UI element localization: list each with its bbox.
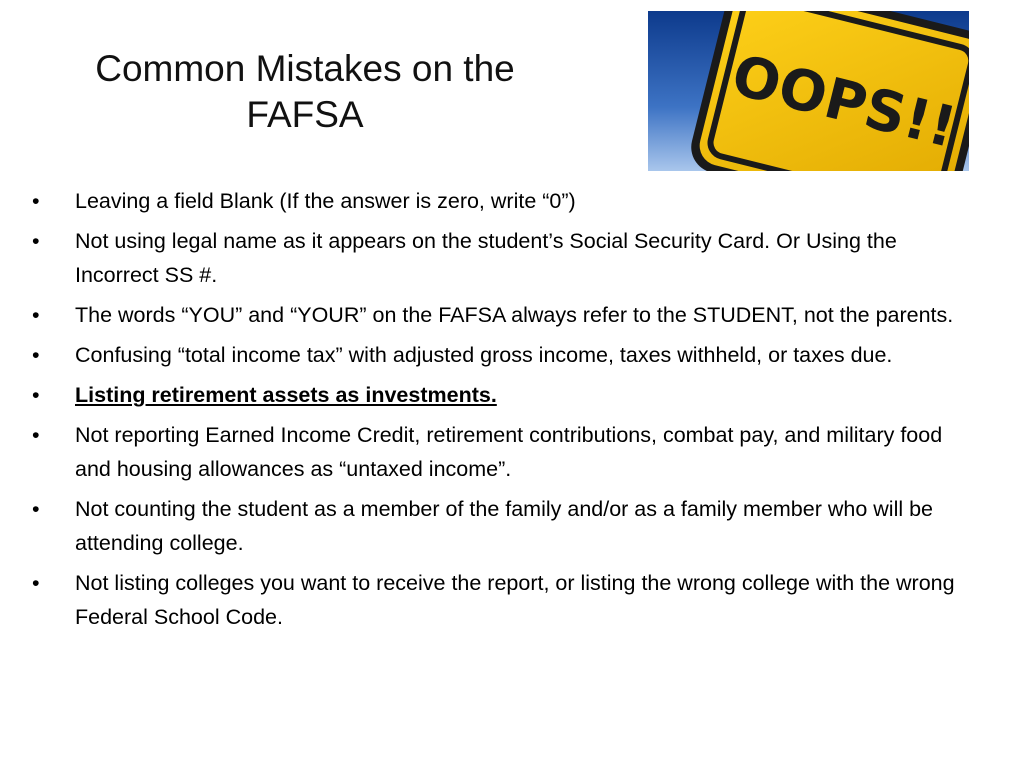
list-item xyxy=(32,338,982,372)
slide-title xyxy=(40,46,570,138)
sign-text: OOPS!! xyxy=(725,42,963,162)
list-item-text: Confusing “total income tax” with adjusted gross income, taxes withheld, or taxes due. xyxy=(75,343,893,367)
list-item-text: Not using legal name as it appears on the student’s Social Security Card. Or Using the Incorrect SS #. xyxy=(75,229,897,287)
list-item-text: Listing retirement assets as investments. xyxy=(75,383,497,407)
list-item-text: Not counting the student as a member of the family and/or as a family member who will be attending college. xyxy=(75,497,934,555)
bullet-icon: • xyxy=(32,423,40,447)
list-item xyxy=(32,566,982,634)
list-item-emphasized xyxy=(32,378,982,412)
slide-title-line-1: Common Mistakes on the xyxy=(95,48,515,89)
list-item xyxy=(32,418,982,486)
oops-sign-image xyxy=(648,11,969,171)
list-item xyxy=(32,492,982,560)
list-item-text: Not reporting Earned Income Credit, retirement contributions, combat pay, and military food and housing allowances as “untaxed income”. xyxy=(75,423,943,481)
bullet-icon: • xyxy=(32,383,40,407)
road-sign xyxy=(686,11,969,171)
list-item xyxy=(32,224,982,292)
bullet-icon: • xyxy=(32,571,40,595)
bullet-icon: • xyxy=(32,303,40,327)
bullet-icon: • xyxy=(32,497,40,521)
list-item-text: Not listing colleges you want to receive the report, or listing the wrong college with the wrong Federal School Code. xyxy=(75,571,955,629)
list-item-text: The words “YOU” and “YOUR” on the FAFSA always refer to the STUDENT, not the parents. xyxy=(75,303,954,327)
list-item xyxy=(32,298,982,332)
slide-title-line-2: FAFSA xyxy=(246,94,364,135)
list-item xyxy=(32,184,982,218)
list-item-text: Leaving a field Blank (If the answer is zero, write “0”) xyxy=(75,189,576,213)
bullet-icon: • xyxy=(32,343,40,367)
bullet-icon: • xyxy=(32,189,40,213)
bullet-icon: • xyxy=(32,229,40,253)
mistakes-list xyxy=(32,184,982,640)
